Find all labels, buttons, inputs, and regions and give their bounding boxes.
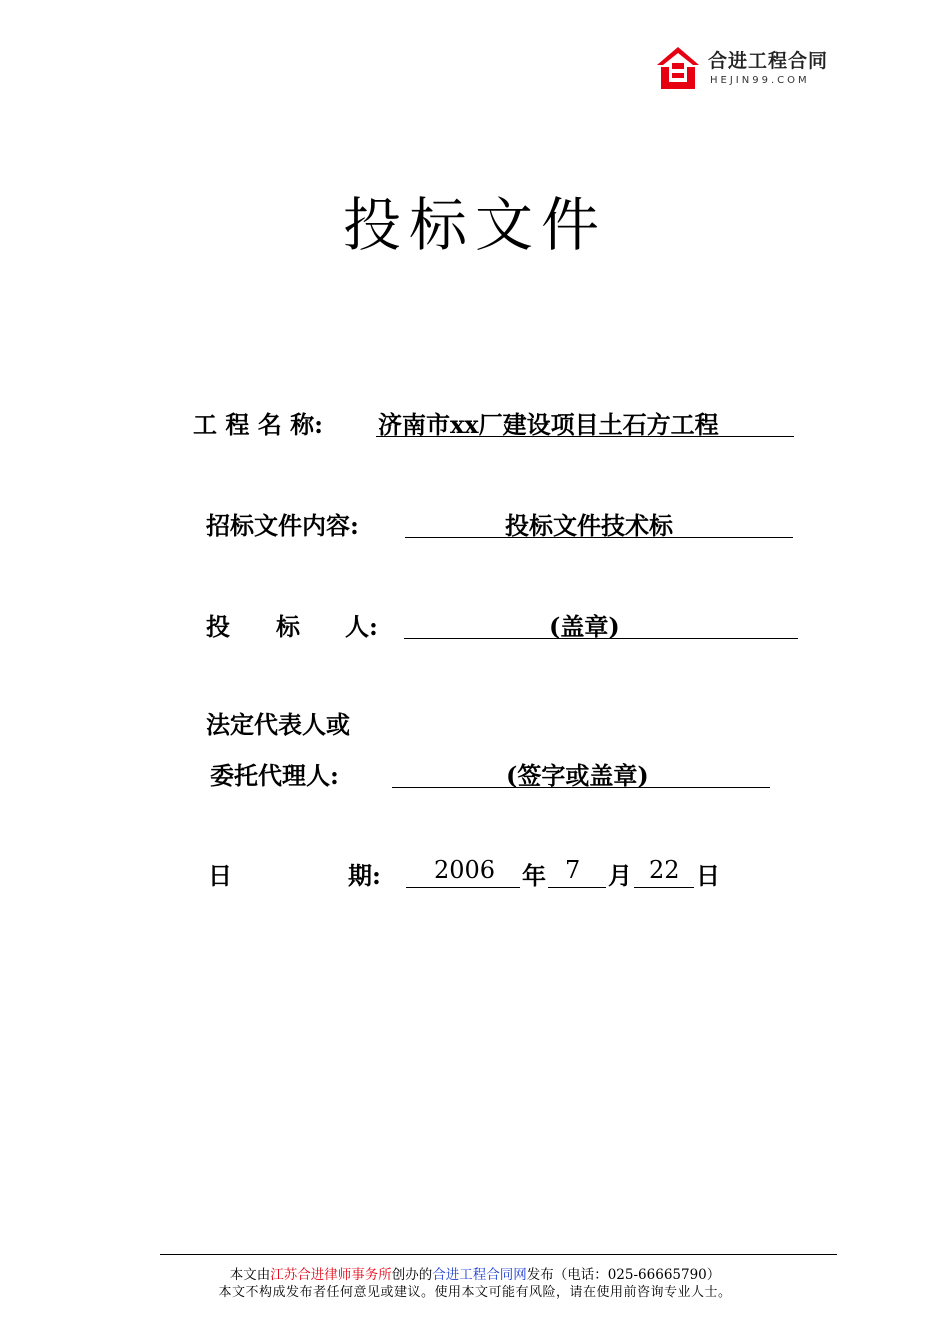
bidder-label-b: 标 <box>276 612 300 641</box>
document-title: 投标文件 <box>342 191 607 259</box>
date-year-unit: 年 <box>522 861 546 890</box>
date-label-a: 日 <box>208 861 232 890</box>
legal-rep-label-line2: 委托代理人: <box>210 761 339 790</box>
bidder-label-a: 投 <box>206 612 230 641</box>
legal-rep-label-line1: 法定代表人或 <box>206 710 350 739</box>
footer-text-c: 创办的 <box>391 1267 433 1283</box>
bidder-row <box>0 607 950 647</box>
agent-row <box>0 756 950 796</box>
logo-name-en: HEJIN99.COM <box>710 75 810 86</box>
footer-disclaimer: 本文不构成发布者任何意见或建议。使用本文可能有风险，请在使用前咨询专业人士。 <box>218 1285 732 1300</box>
project-name-value: 济南市xx厂建设项目土石方工程 <box>378 410 719 439</box>
date-label-b: 期: <box>348 861 381 890</box>
legal-rep-value: (签字或盖章) <box>506 761 649 790</box>
bidder-value: (盖章) <box>549 612 620 641</box>
footer-text-a: 本文由 <box>229 1267 271 1283</box>
tender-content-label: 招标文件内容: <box>206 511 359 540</box>
project-name-label: 工 程 名 称: <box>193 410 323 439</box>
site-logo <box>655 45 845 95</box>
date-row <box>0 856 950 896</box>
legal-rep-row <box>0 705 950 745</box>
date-day-unit: 日 <box>696 861 720 890</box>
date-month: 7 <box>565 856 581 884</box>
footer-site-link[interactable]: 合进工程合同网 <box>432 1267 527 1283</box>
house-logo-icon <box>655 45 701 91</box>
logo-name-cn: 合进工程合同 <box>708 50 829 72</box>
date-year: 2006 <box>434 856 496 884</box>
footer-law-firm-link[interactable]: 江苏合进律师事务所 <box>270 1267 392 1283</box>
footer-text-e: 发布（电话：025-66665790） <box>526 1267 721 1283</box>
footer-divider <box>160 1254 837 1255</box>
bidder-label-c: 人: <box>345 612 378 641</box>
project-name-row <box>0 405 950 445</box>
tender-content-value: 投标文件技术标 <box>505 511 673 540</box>
footer-publisher <box>0 1263 950 1283</box>
date-month-unit: 月 <box>608 861 632 890</box>
tender-content-row <box>0 506 950 546</box>
date-day: 22 <box>649 856 680 884</box>
